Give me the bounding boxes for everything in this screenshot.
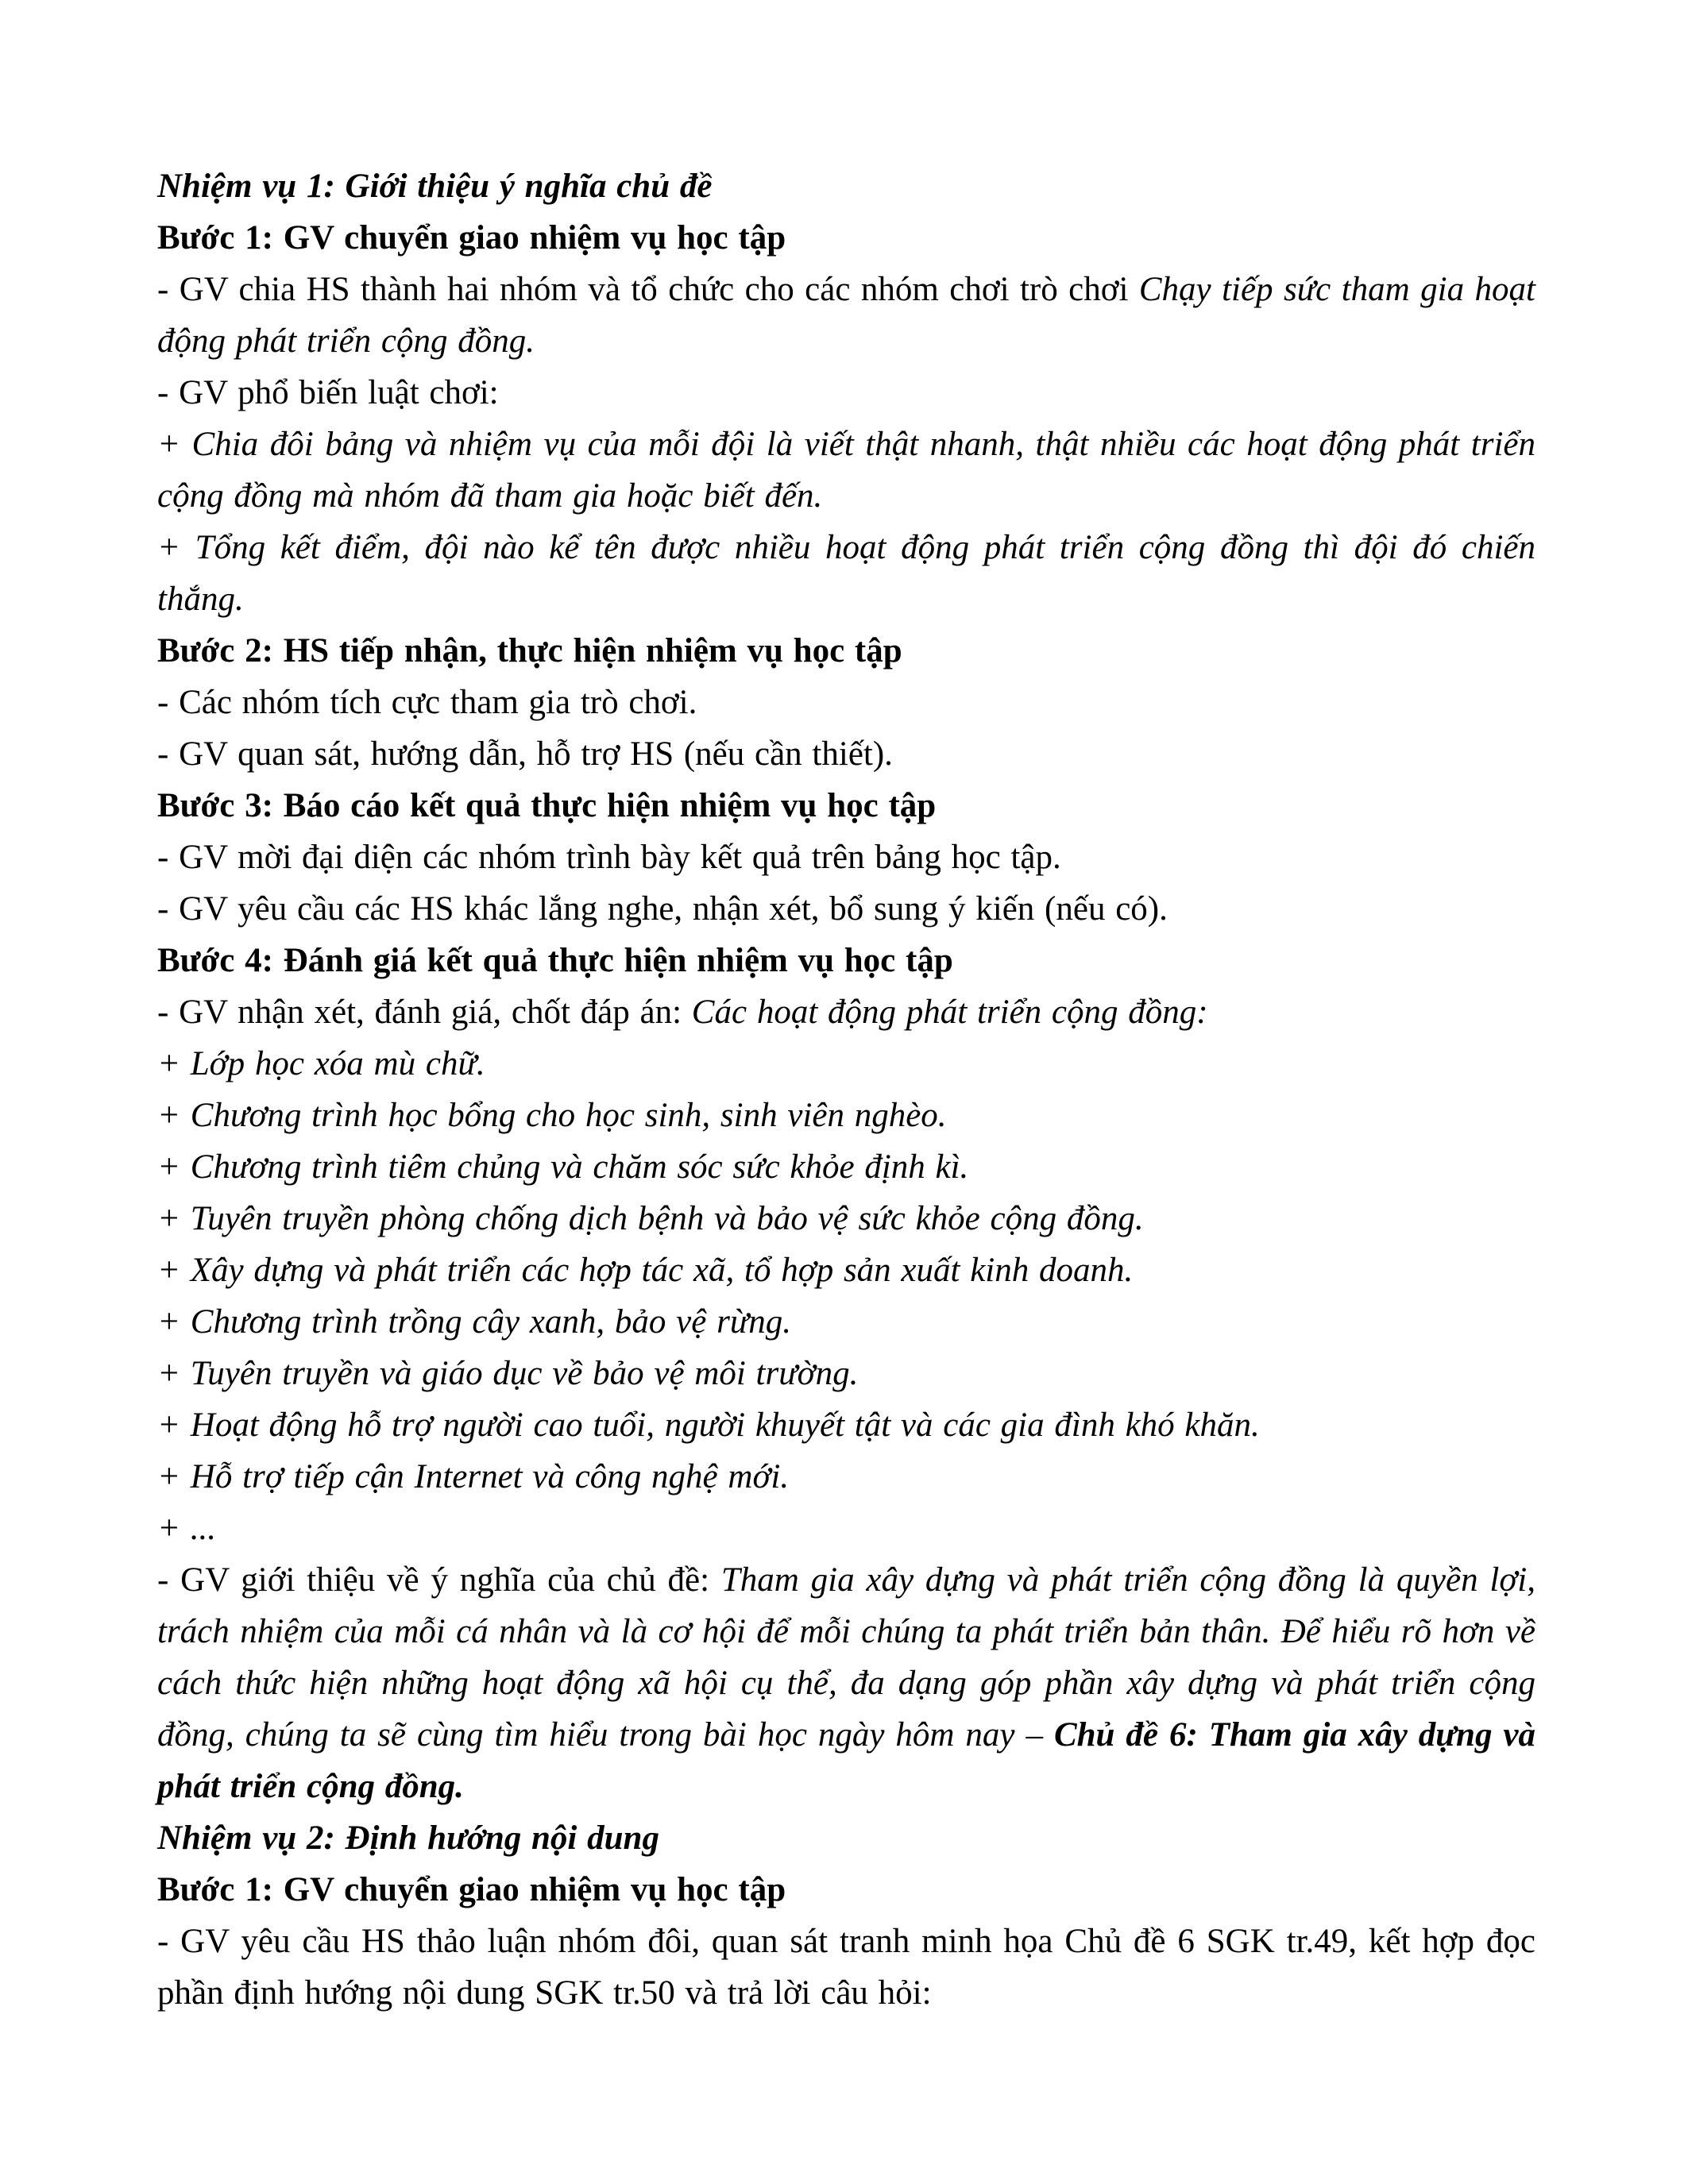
paragraph [157, 986, 1535, 1038]
paragraph [157, 935, 1535, 986]
text-run: - GV phổ biến luật chơi: [157, 374, 499, 411]
text-run: Nhiệm vụ 2: Định hướng nội dung [157, 1819, 659, 1857]
paragraph [157, 1812, 1535, 1864]
paragraph [157, 677, 1535, 728]
text-run: Bước 3: Báo cáo kết quả thực hiện nhiệm vụ học tập [157, 787, 937, 824]
text-run: Chạy tiếp sức tham gia hoạt động phát triển cộng đồng. [157, 271, 1535, 360]
paragraph [157, 728, 1535, 780]
paragraph [157, 1244, 1535, 1296]
paragraph [157, 367, 1535, 419]
paragraph [157, 832, 1535, 883]
text-run: - GV mời đại diện các nhóm trình bày kết quả trên bảng học tập. [157, 839, 1061, 876]
paragraph [157, 160, 1535, 212]
text-run: Nhiệm vụ 1: Giới thiệu ý nghĩa chủ đề [157, 168, 713, 205]
text-run: Chủ đề 6: Tham gia xây dựng và phát triển cộng đồng. [157, 1716, 1535, 1805]
text-run: + Hoạt động hỗ trợ người cao tuổi, người khuyết tật và các gia đình khó khăn. [157, 1406, 1260, 1444]
paragraph [157, 625, 1535, 677]
text-run: + Tuyên truyền và giáo dục về bảo vệ môi trường. [157, 1355, 859, 1392]
paragraph [157, 1038, 1535, 1090]
paragraph [157, 419, 1535, 522]
paragraph [157, 1141, 1535, 1193]
paragraph [157, 1399, 1535, 1451]
text-run: - GV yêu cầu HS thảo luận nhóm đôi, quan sát tranh minh họa Chủ đề 6 SGK tr.49, kết hợp đọc phần định hướng nội dung SGK tr.50 và trả lời câu hỏi: [157, 1923, 1535, 2012]
text-run: - GV yêu cầu các HS khác lắng nghe, nhận xét, bổ sung ý kiến (nếu có). [157, 890, 1168, 928]
text-run: + Hỗ trợ tiếp cận Internet và công nghệ mới. [157, 1458, 790, 1495]
text-run: Các hoạt động phát triển cộng đồng: [691, 994, 1208, 1031]
text-run: - GV nhận xét, đánh giá, chốt đáp án: [157, 994, 692, 1031]
paragraph [157, 1193, 1535, 1244]
paragraph [157, 883, 1535, 935]
paragraph [157, 1503, 1535, 1554]
paragraph [157, 1916, 1535, 2019]
text-run: + ... [157, 1510, 217, 1547]
paragraph [157, 1348, 1535, 1399]
text-run: + Chương trình trồng cây xanh, bảo vệ rừng. [157, 1303, 792, 1341]
paragraph [157, 780, 1535, 832]
paragraph [157, 1554, 1535, 1812]
text-run: Bước 4: Đánh giá kết quả thực hiện nhiệm vụ học tập [157, 942, 953, 979]
text-run: + Chương trình tiêm chủng và chăm sóc sức khỏe định kì. [157, 1148, 969, 1186]
text-run: + Lớp học xóa mù chữ. [157, 1045, 485, 1082]
paragraph [157, 1090, 1535, 1141]
lesson-plan-content [157, 160, 1535, 2019]
text-run: Tham gia xây dựng và phát triển cộng đồng là quyền lợi, trách nhiệm của mỗi cá nhân và là cơ hội để mỗi chúng ta phát triển bản thân. Để hiểu rõ hơn về cách thức hiện những hoạt động xã hội cụ thể, đa dạng góp phần xây dựng và phát triển cộng đồng, chúng ta sẽ cùng tìm hiểu trong bài học ngày hôm nay – [157, 1561, 1535, 1754]
text-run: - GV giới thiệu về ý nghĩa của chủ đề: [157, 1561, 721, 1599]
text-run: - Các nhóm tích cực tham gia trò chơi. [157, 684, 697, 721]
paragraph [157, 212, 1535, 264]
text-run: + Chia đôi bảng và nhiệm vụ của mỗi đội là viết thật nhanh, thật nhiều các hoạt động phát triển cộng đồng mà nhóm đã tham gia hoặc biết đến. [157, 426, 1535, 515]
text-run: Bước 2: HS tiếp nhận, thực hiện nhiệm vụ học tập [157, 632, 902, 669]
text-run: + Tuyên truyền phòng chống dịch bệnh và bảo vệ sức khỏe cộng đồng. [157, 1200, 1144, 1237]
text-run: + Xây dựng và phát triển các hợp tác xã, tổ hợp sản xuất kinh doanh. [157, 1252, 1134, 1289]
text-run: + Tổng kết điểm, đội nào kể tên được nhiều hoạt động phát triển cộng đồng thì đội đó chiến thắng. [157, 529, 1535, 618]
paragraph [157, 1864, 1535, 1916]
text-run: - GV quan sát, hướng dẫn, hỗ trợ HS (nếu cần thiết). [157, 735, 893, 773]
text-run: Bước 1: GV chuyển giao nhiệm vụ học tập [157, 219, 786, 257]
text-run: - GV chia HS thành hai nhóm và tổ chức cho các nhóm chơi trò chơi [157, 271, 1139, 308]
text-run: + Chương trình học bổng cho học sinh, sinh viên nghèo. [157, 1097, 947, 1134]
paragraph [157, 264, 1535, 367]
paragraph [157, 1451, 1535, 1503]
text-run: Bước 1: GV chuyển giao nhiệm vụ học tập [157, 1871, 786, 1908]
paragraph [157, 522, 1535, 625]
paragraph [157, 1296, 1535, 1348]
